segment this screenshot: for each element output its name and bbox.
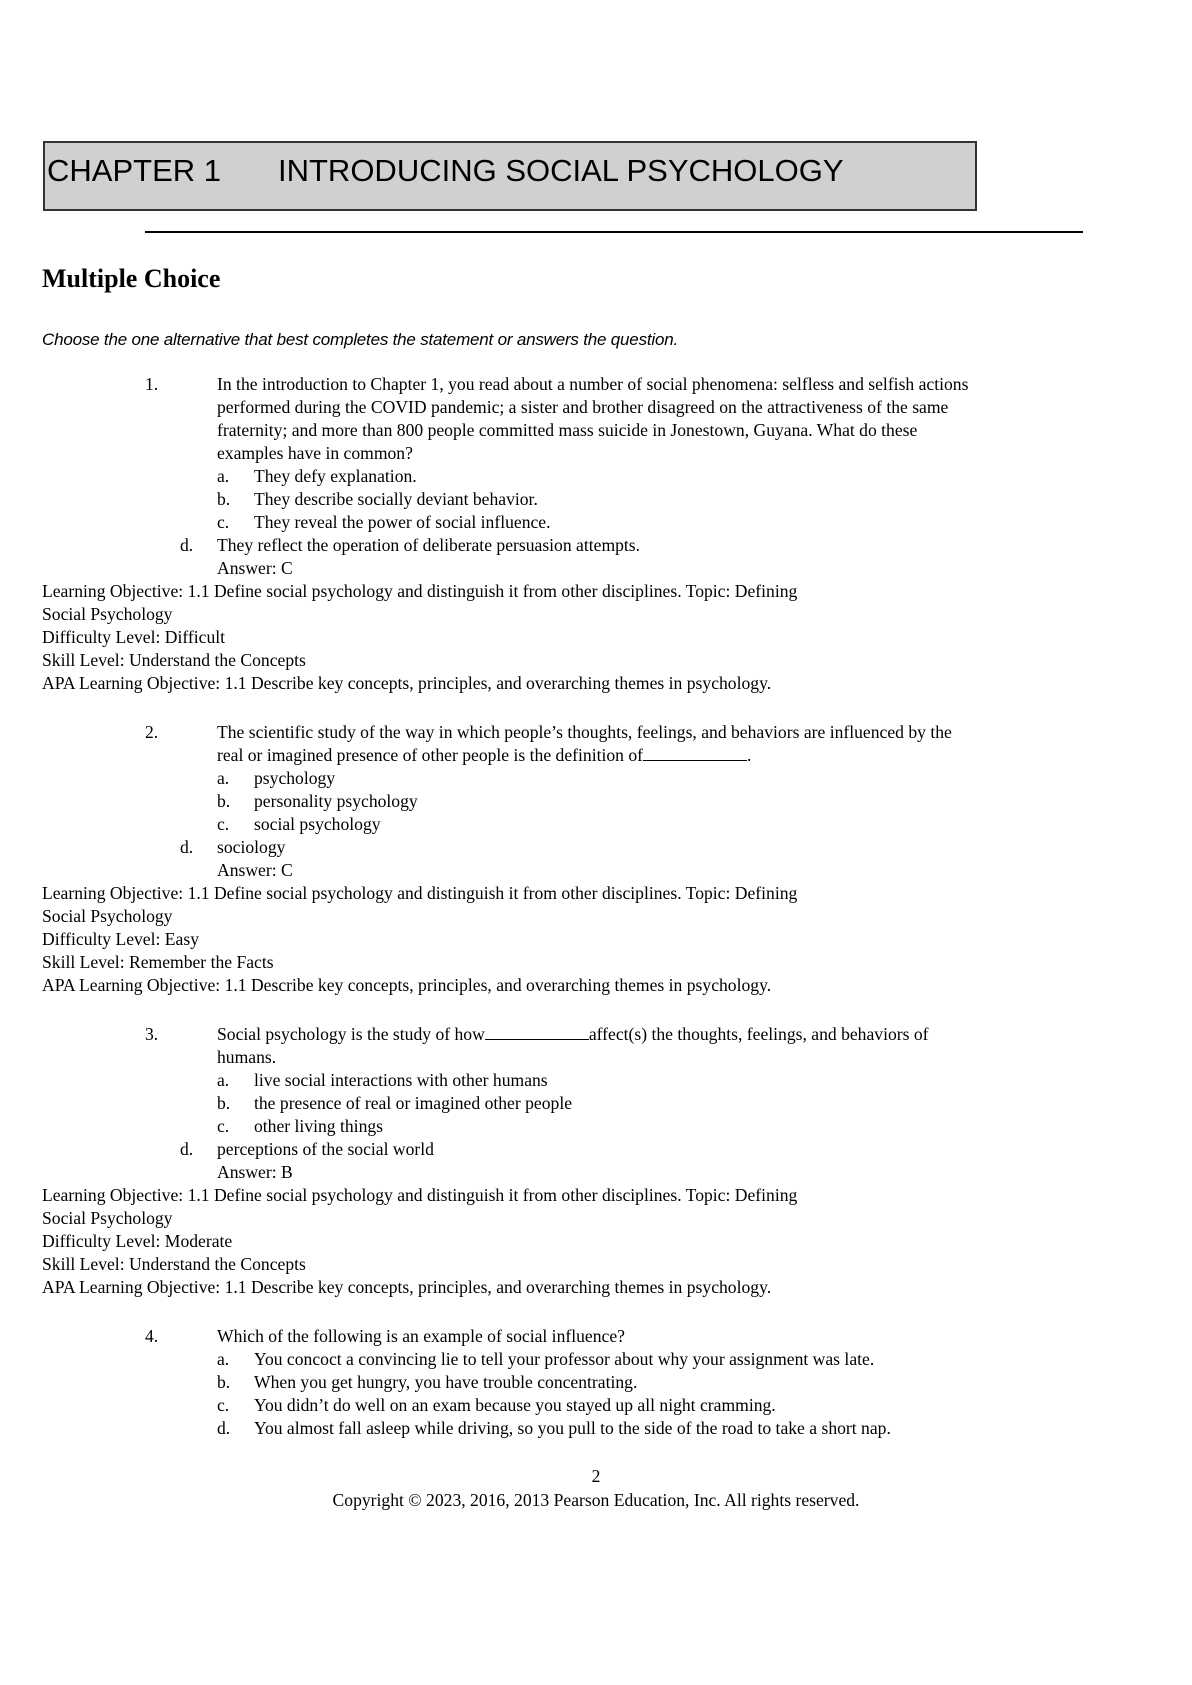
option-letter: d. xyxy=(180,535,194,555)
meta-line: APA Learning Objective: 1.1 Describe key concepts, principles, and overarching themes in psychology. xyxy=(42,1277,772,1297)
option-text: They reflect the operation of deliberate persuasion attempts. xyxy=(217,535,641,555)
option-text: When you get hungry, you have trouble concentrating. xyxy=(254,1372,638,1392)
stem-text: real or imagined presence of other people is the definition of xyxy=(217,745,644,765)
question-number: 2. xyxy=(145,722,159,742)
horizontal-rule xyxy=(145,231,1083,233)
option-text: psychology xyxy=(254,768,336,788)
answer: Answer: B xyxy=(217,1162,293,1182)
option-letter: c. xyxy=(217,814,230,834)
option-text: perceptions of the social world xyxy=(217,1139,434,1159)
option-letter: a. xyxy=(217,1349,230,1369)
instructions: Choose the one alternative that best completes the statement or answers the question. xyxy=(42,330,678,349)
option-text: You almost fall asleep while driving, so you pull to the side of the road to take a short nap. xyxy=(254,1418,891,1438)
question-stem: Which of the following is an example of social influence? xyxy=(217,1326,625,1346)
stem-line: The scientific study of the way in which people’s thoughts, feelings, and behaviors are influenced by the xyxy=(217,722,952,742)
stem-line: In the introduction to Chapter 1, you read about a number of social phenomena: selfless and selfish actions xyxy=(217,374,969,394)
question-number: 1. xyxy=(145,374,159,394)
question-3-metadata xyxy=(42,1184,942,1299)
option-text: social psychology xyxy=(254,814,381,834)
option-text: live social interactions with other humans xyxy=(254,1070,548,1090)
option-text: They reveal the power of social influence. xyxy=(254,512,551,532)
page-number: 2 xyxy=(591,1466,601,1486)
meta-line: Difficulty Level: Difficult xyxy=(42,627,226,647)
option-letter: b. xyxy=(217,1093,231,1113)
chapter-title: INTRODUCING SOCIAL PSYCHOLOGY xyxy=(278,153,844,188)
stem-line xyxy=(217,744,1079,767)
meta-line: Difficulty Level: Easy xyxy=(42,929,199,949)
stem-line xyxy=(217,1023,1079,1046)
option-letter: a. xyxy=(217,1070,230,1090)
option-text: They describe socially deviant behavior. xyxy=(254,489,538,509)
option-letter: c. xyxy=(217,1395,230,1415)
option-text: You concoct a convincing lie to tell your professor about why your assignment was late. xyxy=(254,1349,875,1369)
meta-line: Difficulty Level: Moderate xyxy=(42,1231,233,1251)
chapter-number: CHAPTER 1 xyxy=(47,153,221,188)
option-letter: d. xyxy=(180,837,194,857)
answer-blank xyxy=(485,1023,589,1040)
option-text: sociology xyxy=(217,837,286,857)
question-stem xyxy=(217,721,1079,767)
option-text: You didn’t do well on an exam because you stayed up all night cramming. xyxy=(254,1395,776,1415)
meta-line: APA Learning Objective: 1.1 Describe key concepts, principles, and overarching themes in psychology. xyxy=(42,975,772,995)
question-stem xyxy=(217,373,1079,465)
meta-line: Skill Level: Understand the Concepts xyxy=(42,650,306,670)
stem-line: examples have in common? xyxy=(217,443,413,463)
option-letter: b. xyxy=(217,489,231,509)
meta-line: Learning Objective: 1.1 Define social psychology and distinguish it from other disciplines. Topic: Defining xyxy=(42,581,798,601)
meta-line: Skill Level: Remember the Facts xyxy=(42,952,274,972)
option-text: the presence of real or imagined other people xyxy=(254,1093,573,1113)
option-letter: d. xyxy=(217,1418,231,1438)
question-2-metadata xyxy=(42,882,942,997)
stem-line: performed during the COVID pandemic; a sister and brother disagreed on the attractiveness of the same xyxy=(217,397,949,417)
stem-text: affect(s) the thoughts, feelings, and behaviors of xyxy=(588,1024,929,1044)
question-1-metadata xyxy=(42,580,942,695)
option-letter: c. xyxy=(217,512,230,532)
stem-line: humans. xyxy=(217,1047,277,1067)
question-number: 3. xyxy=(145,1024,159,1044)
option-letter: a. xyxy=(217,768,230,788)
chapter-header-box xyxy=(43,141,977,211)
option-letter: c. xyxy=(217,1116,230,1136)
option-text: personality psychology xyxy=(254,791,418,811)
answer: Answer: C xyxy=(217,860,293,880)
copyright: Copyright © 2023, 2016, 2013 Pearson Education, Inc. All rights reserved. xyxy=(332,1490,860,1510)
meta-line: Social Psychology xyxy=(42,906,173,926)
option-text: They defy explanation. xyxy=(254,466,417,486)
answer: Answer: C xyxy=(217,558,293,578)
meta-line: Social Psychology xyxy=(42,1208,173,1228)
option-letter: b. xyxy=(217,1372,231,1392)
option-letter: b. xyxy=(217,791,231,811)
meta-line: Skill Level: Understand the Concepts xyxy=(42,1254,306,1274)
section-heading: Multiple Choice xyxy=(42,264,221,293)
stem-text: Social psychology is the study of how xyxy=(217,1024,485,1044)
question-number: 4. xyxy=(145,1326,159,1346)
meta-line: APA Learning Objective: 1.1 Describe key concepts, principles, and overarching themes in psychology. xyxy=(42,673,772,693)
meta-line: Learning Objective: 1.1 Define social psychology and distinguish it from other disciplines. Topic: Defining xyxy=(42,883,798,903)
meta-line: Learning Objective: 1.1 Define social psychology and distinguish it from other disciplines. Topic: Defining xyxy=(42,1185,798,1205)
option-letter: d. xyxy=(180,1139,194,1159)
question-stem xyxy=(217,1023,1079,1069)
stem-text: . xyxy=(747,745,752,765)
stem-line: fraternity; and more than 800 people committed mass suicide in Jonestown, Guyana. What do these xyxy=(217,420,918,440)
option-letter: a. xyxy=(217,466,230,486)
answer-blank xyxy=(643,744,747,761)
option-text: other living things xyxy=(254,1116,384,1136)
meta-line: Social Psychology xyxy=(42,604,173,624)
